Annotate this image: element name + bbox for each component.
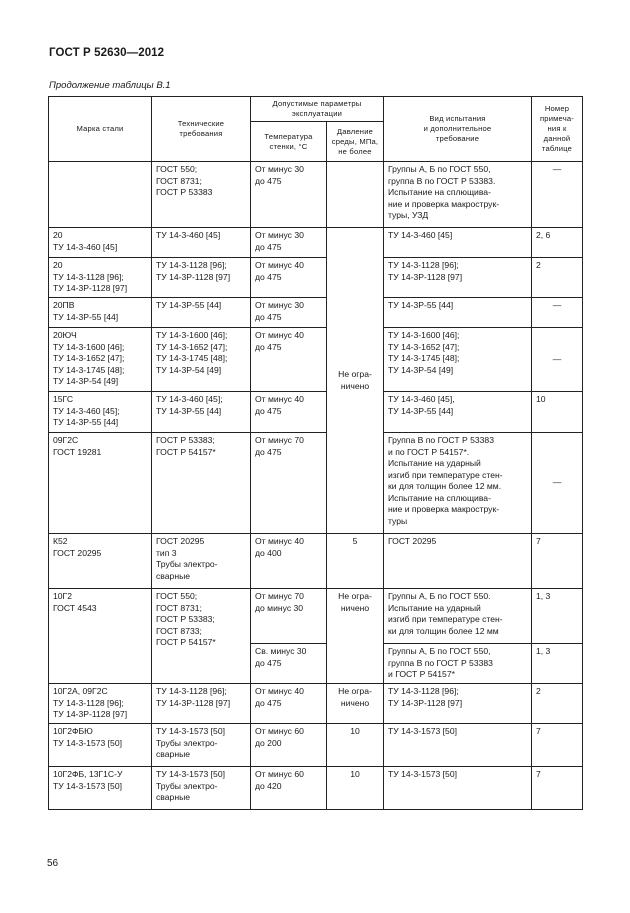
header-params: Допустимые параметры эксплуатации [251, 97, 384, 122]
cell-tech: ТУ 14-3-460 [45] [152, 228, 251, 258]
cell-grade [49, 162, 152, 228]
table-row [49, 298, 583, 328]
cell-test: ТУ 14-3-1128 [96]; ТУ 14-3Р-1128 [97] [384, 258, 532, 298]
cell-temp: От минус 40 до 400 [251, 534, 327, 589]
cell-note: — [532, 433, 583, 534]
cell-press: Не огра- ничено [327, 589, 384, 684]
cell-temp: От минус 70 до минус 30 [251, 589, 327, 644]
cell-temp: От минус 40 до 475 [251, 684, 327, 724]
header-test: Вид испытания и дополнительное требование [384, 97, 532, 162]
cell-note: 7 [532, 534, 583, 589]
table-row [49, 724, 583, 767]
header-grade: Марка стали [49, 97, 152, 162]
cell-tech: ТУ 14-3-1573 [50] Трубы электро- сварные [152, 767, 251, 810]
cell-press: 10 [327, 724, 384, 767]
cell-grade: 10Г2ФБ, 13Г1С-У ТУ 14-3-1573 [50] [49, 767, 152, 810]
cell-note: 7 [532, 724, 583, 767]
cell-temp: От минус 60 до 200 [251, 724, 327, 767]
cell-test: Группы А, Б по ГОСТ 550, группа В по ГОСТ Р 53383. Испытание на сплющива- ние и проверка макрострук- туры, УЗД [384, 162, 532, 228]
header-note: Номер примеча- ния к данной таблице [532, 97, 583, 162]
cell-press-merged: Не огра- ничено [327, 228, 384, 534]
table-row [49, 328, 583, 392]
cell-temp: От минус 60 до 420 [251, 767, 327, 810]
cell-note: 1, 3 [532, 644, 583, 684]
cell-grade: 20ПВ ТУ 14-3Р-55 [44] [49, 298, 152, 328]
cell-temp: От минус 40 до 475 [251, 258, 327, 298]
cell-test: ГОСТ 20295 [384, 534, 532, 589]
cell-temp: От минус 40 до 475 [251, 392, 327, 433]
cell-press: 5 [327, 534, 384, 589]
table-row [49, 767, 583, 810]
cell-grade: 20ЮЧ ТУ 14-3-1600 [46]; ТУ 14-3-1652 [47]; ТУ 14-3-1745 [48]; ТУ 14-3Р-54 [49] [49, 328, 152, 392]
cell-test: ТУ 14-3-1600 [46]; ТУ 14-3-1652 [47]; ТУ 14-3-1745 [48]; ТУ 14-3Р-54 [49] [384, 328, 532, 392]
page-number: 56 [47, 858, 59, 869]
table-row [49, 684, 583, 724]
cell-test: ТУ 14-3-1128 [96]; ТУ 14-3Р-1128 [97] [384, 684, 532, 724]
cell-note: — [532, 328, 583, 392]
cell-test: ТУ 14-3-460 [45] [384, 228, 532, 258]
cell-grade: 09Г2С ГОСТ 19281 [49, 433, 152, 534]
document-title: ГОСТ Р 52630—2012 [49, 47, 165, 59]
cell-grade: 10Г2 ГОСТ 4543 [49, 589, 152, 684]
header-tech: Технические требования [152, 97, 251, 162]
table-row [49, 534, 583, 589]
header-press: Давление среды, МПа, не более [327, 122, 384, 162]
cell-temp: От минус 40 до 475 [251, 328, 327, 392]
cell-test: ТУ 14-3-1573 [50] [384, 724, 532, 767]
cell-temp: От минус 30 до 475 [251, 228, 327, 258]
cell-note: 1, 3 [532, 589, 583, 644]
cell-tech: ГОСТ 550; ГОСТ 8731; ГОСТ Р 53383 [152, 162, 251, 228]
cell-tech: ТУ 14-3-460 [45]; ТУ 14-3Р-55 [44] [152, 392, 251, 433]
cell-temp: От минус 30 до 475 [251, 298, 327, 328]
cell-tech: ГОСТ 20295 тип 3 Трубы электро- сварные [152, 534, 251, 589]
cell-test: Группы А, Б по ГОСТ 550. Испытание на ударный изгиб при температуре стен- ки для толщин более 12 мм [384, 589, 532, 644]
cell-tech: ТУ 14-3-1600 [46]; ТУ 14-3-1652 [47]; ТУ 14-3-1745 [48]; ТУ 14-3Р-54 [49] [152, 328, 251, 392]
cell-grade: 20 ТУ 14-3-460 [45] [49, 228, 152, 258]
cell-note: 2 [532, 258, 583, 298]
cell-grade: К52 ГОСТ 20295 [49, 534, 152, 589]
table-row [49, 228, 583, 258]
cell-tech: ТУ 14-3-1128 [96]; ТУ 14-3Р-1128 [97] [152, 258, 251, 298]
cell-press: Не огра- ничено [327, 684, 384, 724]
cell-press: 10 [327, 767, 384, 810]
cell-tech: ГОСТ Р 53383; ГОСТ Р 54157* [152, 433, 251, 534]
cell-note: 10 [532, 392, 583, 433]
cell-test: Группа В по ГОСТ Р 53383 и по ГОСТ Р 54157*. Испытание на ударный изгиб при температуре стен- ки для толщин более 12 мм. Испытание на сплющива- ние и проверка макрострук- туры [384, 433, 532, 534]
table-caption: Продолжение таблицы В.1 [49, 80, 171, 91]
cell-grade: 10Г2А, 09Г2С ТУ 14-3-1128 [96]; ТУ 14-3Р-1128 [97] [49, 684, 152, 724]
cell-tech: ТУ 14-3-1573 [50] Трубы электро- сварные [152, 724, 251, 767]
cell-note: 7 [532, 767, 583, 810]
cell-test: ТУ 14-3-1573 [50] [384, 767, 532, 810]
table-row [49, 162, 583, 228]
cell-grade: 15ГС ТУ 14-3-460 [45]; ТУ 14-3Р-55 [44] [49, 392, 152, 433]
cell-tech: ТУ 14-3-1128 [96]; ТУ 14-3Р-1128 [97] [152, 684, 251, 724]
cell-test: Группы А, Б по ГОСТ 550, группа В по ГОСТ Р 53383 и ГОСТ Р 54157* [384, 644, 532, 684]
steel-table [48, 96, 583, 810]
cell-note: 2 [532, 684, 583, 724]
cell-temp: Св. минус 30 до 475 [251, 644, 327, 684]
cell-temp: От минус 70 до 475 [251, 433, 327, 534]
cell-test: ТУ 14-3-460 [45], ТУ 14-3Р-55 [44] [384, 392, 532, 433]
table-row [49, 589, 583, 644]
table-row [49, 433, 583, 534]
cell-tech: ТУ 14-3Р-55 [44] [152, 298, 251, 328]
cell-grade: 10Г2ФБЮ ТУ 14-3-1573 [50] [49, 724, 152, 767]
header-temp: Температура стенки, °С [251, 122, 327, 162]
cell-tech: ГОСТ 550; ГОСТ 8731; ГОСТ Р 53383; ГОСТ 8733; ГОСТ Р 54157* [152, 589, 251, 684]
cell-grade: 20 ТУ 14-3-1128 [96]; ТУ 14-3Р-1128 [97] [49, 258, 152, 298]
table-row [49, 392, 583, 433]
cell-press [327, 162, 384, 228]
cell-temp: От минус 30 до 475 [251, 162, 327, 228]
cell-note: — [532, 298, 583, 328]
cell-note: 2, 6 [532, 228, 583, 258]
cell-test: ТУ 14-3Р-55 [44] [384, 298, 532, 328]
table-row [49, 258, 583, 298]
cell-note: — [532, 162, 583, 228]
